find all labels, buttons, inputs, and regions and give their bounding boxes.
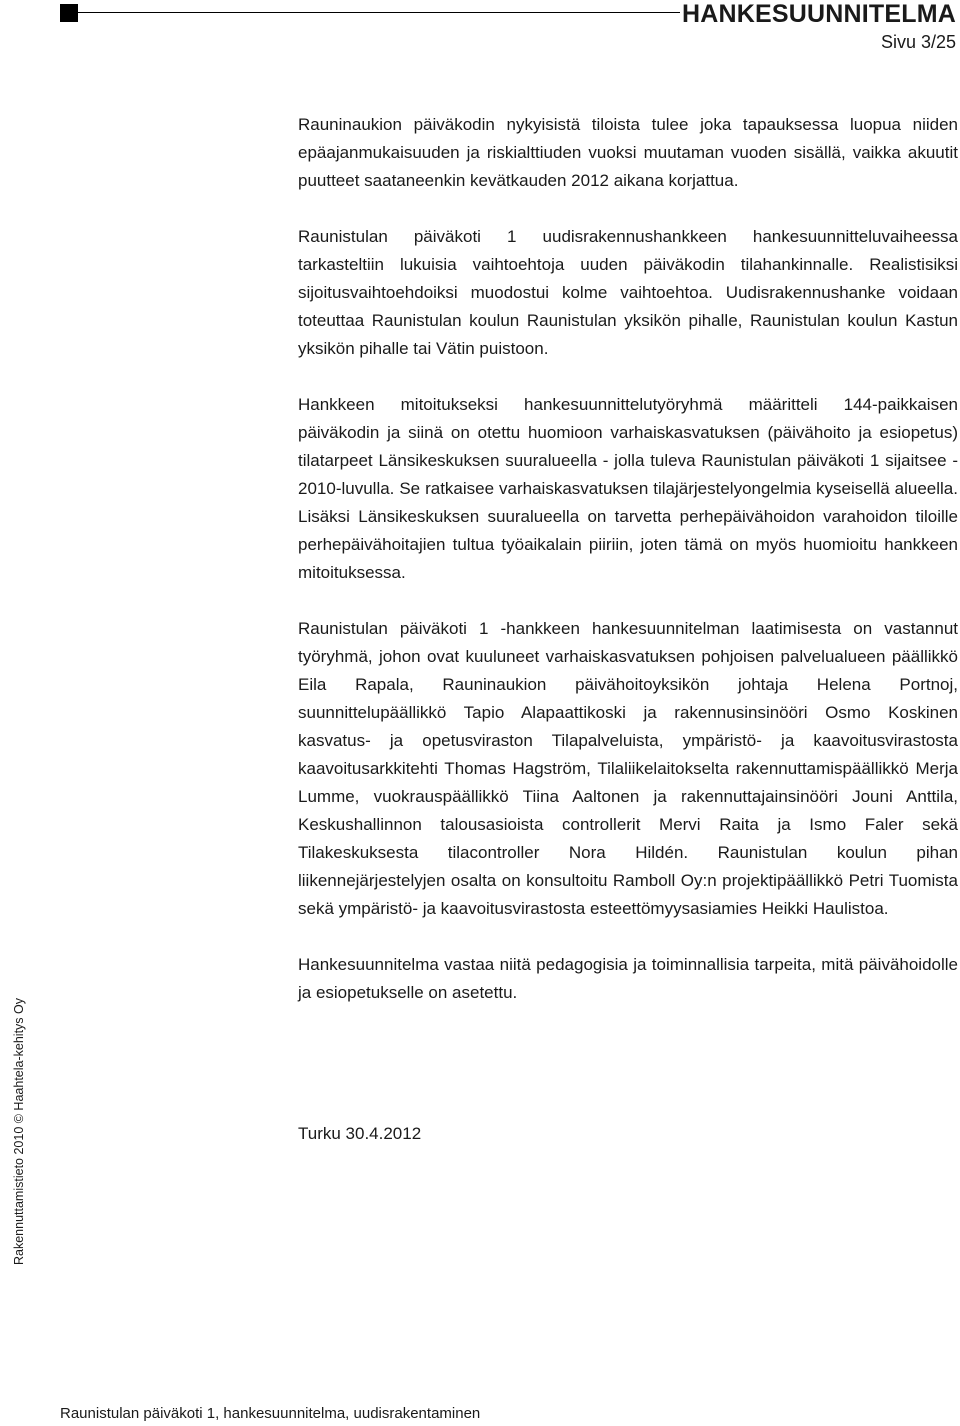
- header-marker: [60, 4, 78, 22]
- document-title: HANKESUUNNITELMA: [681, 0, 956, 28]
- paragraph: Hankesuunnitelma vastaa niitä pedagogisia ja toiminnallisia tarpeita, mitä päivähoidolle ja esiopetukselle on asetettu.: [298, 955, 958, 1002]
- signature-place-date: Turku 30.4.2012: [298, 1124, 422, 1143]
- paragraph: Rauninaukion päiväkodin nykyisistä tiloista tulee joka tapauksessa luopua niiden epäajanmukaisuuden ja riskialttiuden vuoksi muutaman vuoden sisällä, vaikka akuutit puutteet saataneenkin kevätkauden 2012 aikana korjattua.: [298, 115, 958, 190]
- document-body: [298, 111, 958, 1035]
- paragraph: Hankkeen mitoitukseksi hankesuunnittelutyöryhmä määritteli 144-paikkaisen päiväkodin ja siinä on otettu huomioon varhaiskasvatuksen (päivähoito ja esiopetus) tilatarpeet Länsikeskuksen suuralueella - jolla tuleva Raunistulan päiväkoti 1 sijaitsee - 2010-luvulla. Se ratkaisee varhaiskasvatuksen tilajärjestelyongelmia kyseisellä alueella. Lisäksi Länsikeskuksen suuralueella on tarvetta perhepäivähoidon varahoidon tiloille perhepäivähoitajien tultua työaikalain piiriin, joten tämä on myös huomioitu hankkeen mitoituksessa.: [298, 395, 958, 582]
- copyright-side-note: Rakennuttamistieto 2010 © Haahtela-kehitys Oy: [12, 998, 26, 1265]
- paragraph: Raunistulan päiväkoti 1 -hankkeen hankesuunnitelman laatimisesta on vastannut työryhmä, johon ovat kuuluneet varhaiskasvatuksen pohjoisen palvelualueen päällikkö Eila Rapala, Rauninaukion päivähoitoyksikön johtaja Helena Portnoj, suunnittelupäällikkö Tapio Alapaattikoski ja rakennusinsinööri Osmo Koskinen kasvatus- ja opetusviraston Tilapalveluista, ympäristö- ja kaavoitusvirastosta kaavoitusarkkitehti Thomas Hagström, Tilaliikelaitokselta rakennuttamispäällikkö Merja Lumme, vuokrauspäällikkö Tiina Aaltonen ja rakennuttajainsinööri Jouni Anttila, Keskushallinnon talousasioista controllerit Mervi Raita ja Ismo Faler sekä Tilakeskuksesta tilacontroller Nora Hildén. Raunistulan koulun pihan liikennejärjestelyjen osalta on konsultoitu Ramboll Oy:n projektipäällikkö Petri Tuomista sekä ympäristö- ja kaavoitusvirastosta esteettömyysasiamies Heikki Haulistoa.: [298, 619, 958, 918]
- page-number: Sivu 3/25: [880, 32, 956, 52]
- paragraph: Raunistulan päiväkoti 1 uudisrakennushankkeen hankesuunnitteluvaiheessa tarkasteltiin lukuisia vaihtoehtoja uuden päiväkodin tilahankinnalle. Realistisiksi sijoitusvaihtoehdoiksi muodostui kolme vaihtoehtoa. Uudisrakennushanke voidaan toteuttaa Raunistulan koulun Raunistulan yksikön pihalle, Raunistulan koulun Kastun yksikön pihalle tai Vätin puistoon.: [298, 227, 958, 358]
- header-rule: [78, 12, 680, 13]
- footer-text: Raunistulan päiväkoti 1, hankesuunnitelma, uudisrakentaminen: [60, 1405, 481, 1422]
